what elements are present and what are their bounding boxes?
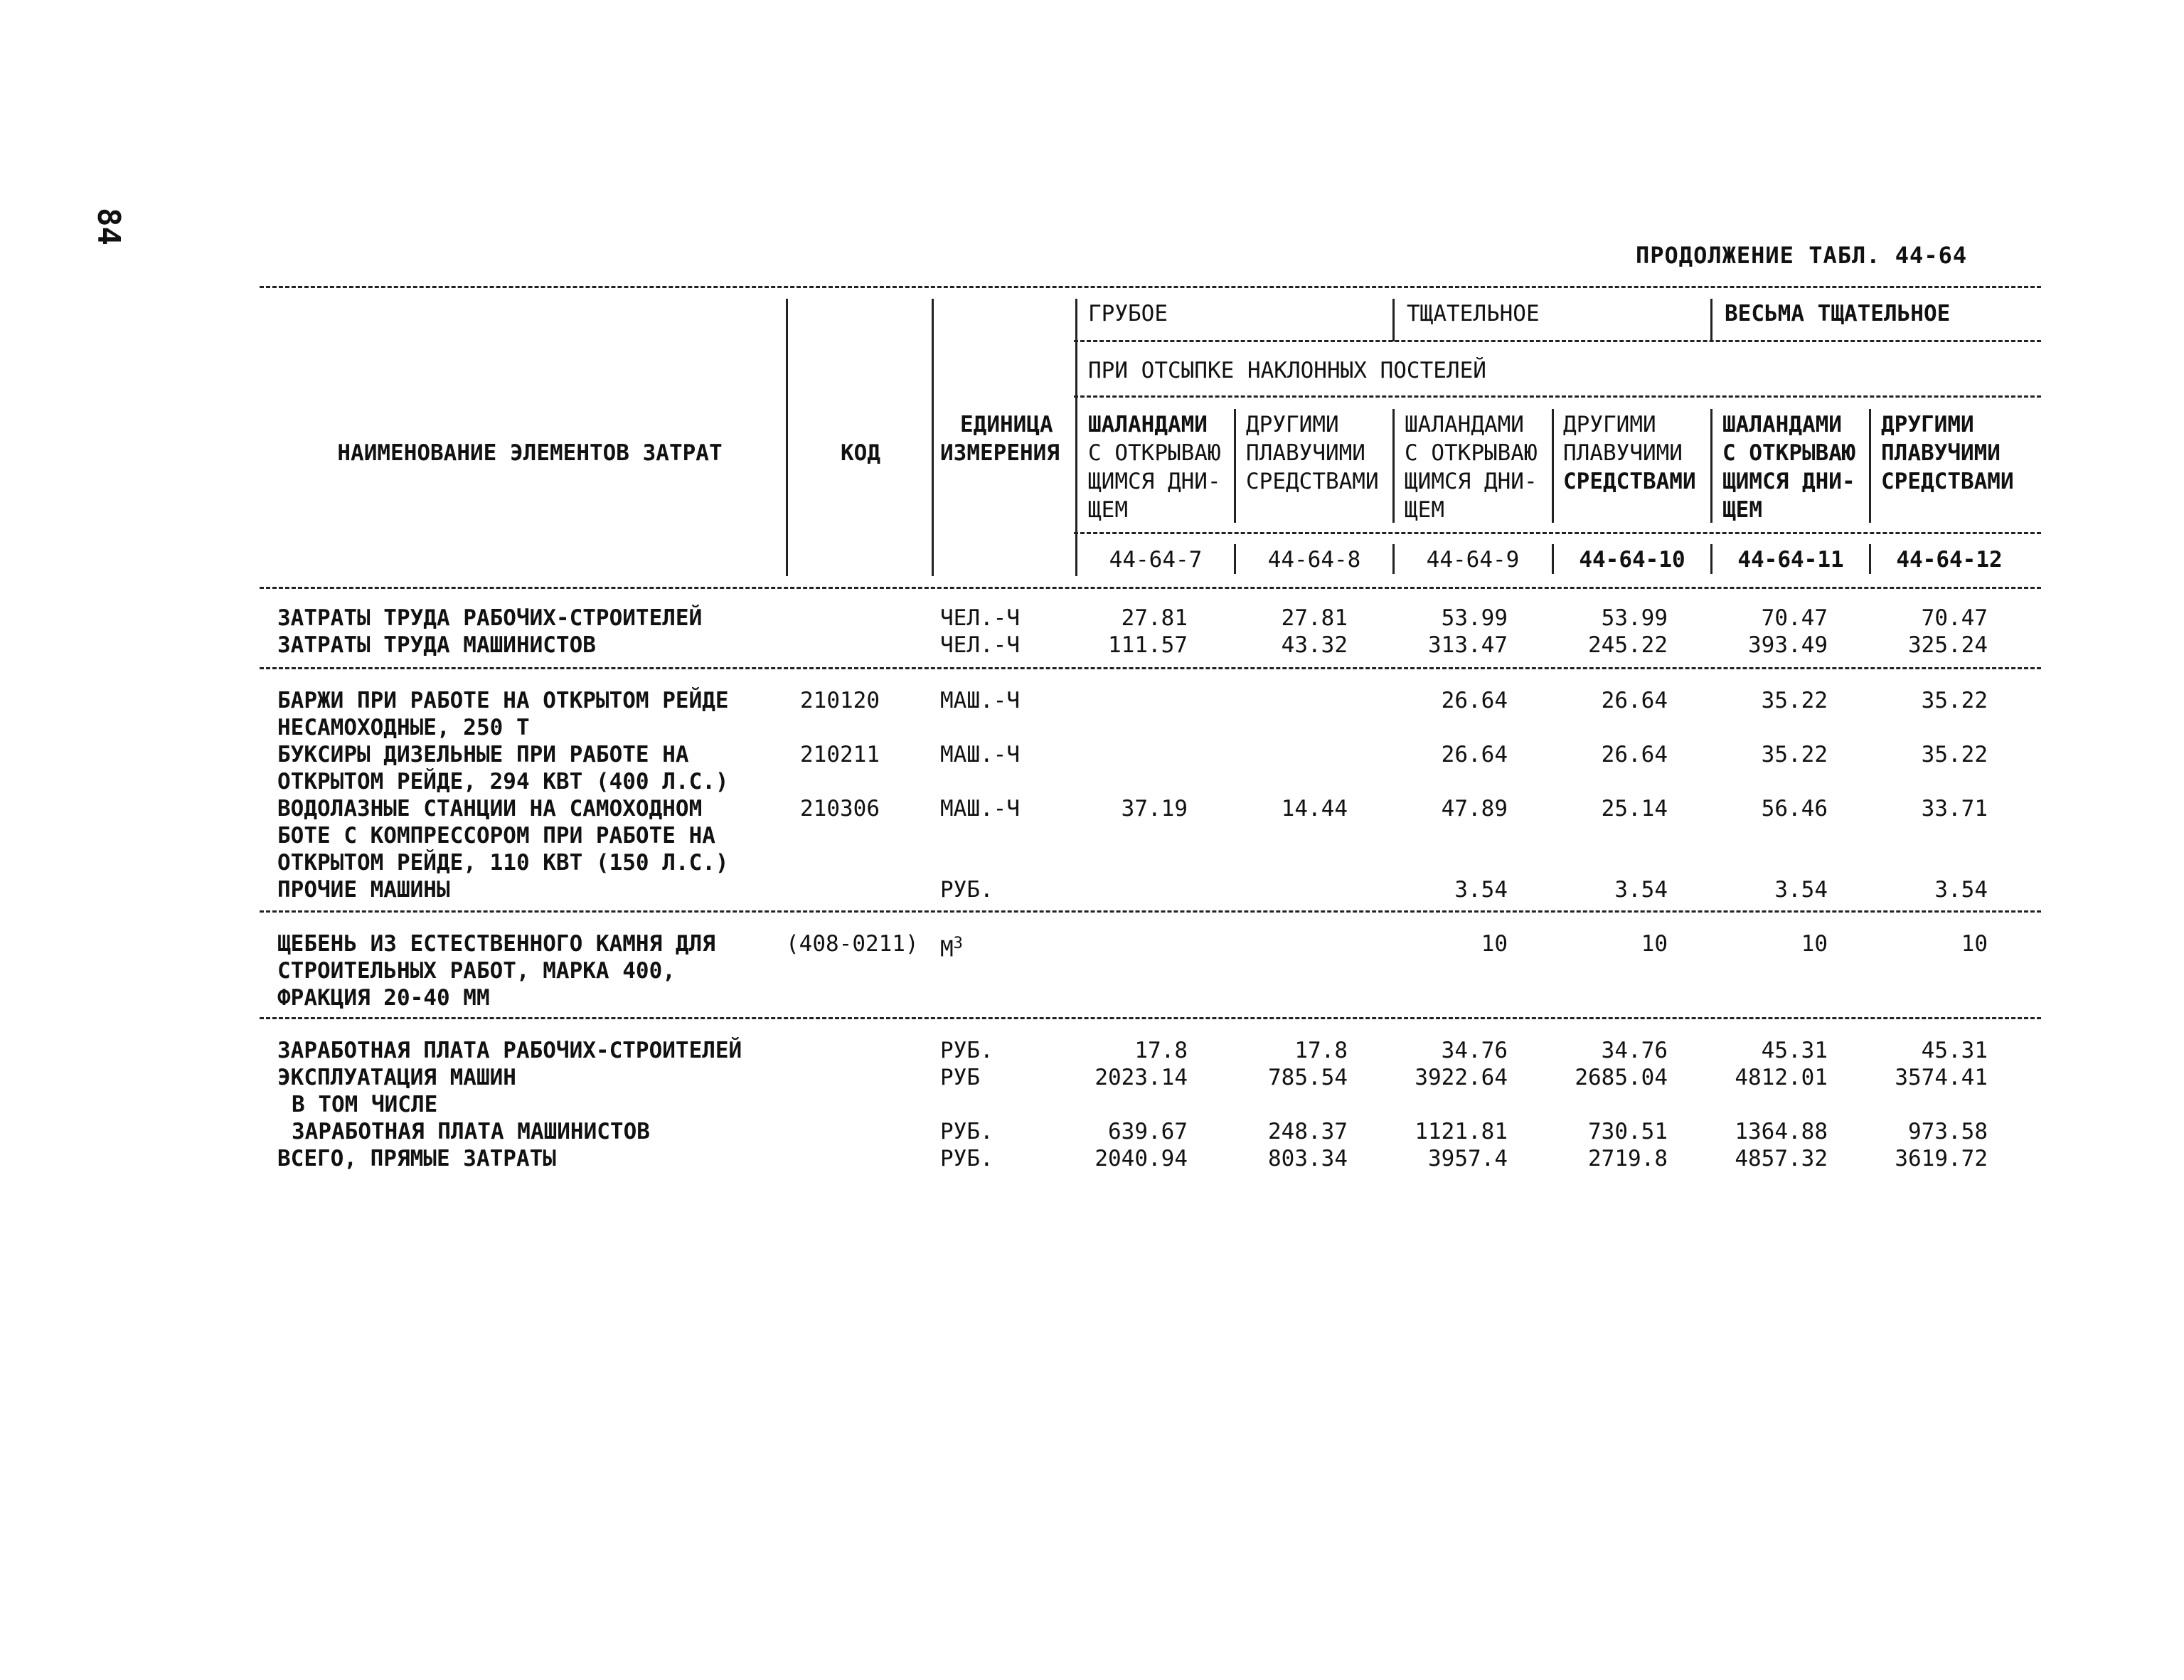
rule-sub-3 <box>1074 532 2041 534</box>
row-name-line: ВСЕГО, ПРЯМЫЕ ЗАТРАТЫ <box>277 1146 556 1171</box>
row-name-line: ФРАКЦИЯ 20-40 ММ <box>277 985 490 1011</box>
m6-l2: ПЛАВУЧИМИ <box>1881 440 2001 466</box>
subheader: ПРИ ОТСЫПКЕ НАКЛОННЫХ ПОСТЕЛЕЙ <box>1088 358 1486 383</box>
page-number: 84 <box>90 208 127 245</box>
m1-l1: ШАЛАНДАМИ <box>1088 412 1208 437</box>
row-unit: МАШ.-Ч <box>940 688 1020 713</box>
row-value: 45.31 <box>1761 1038 1828 1063</box>
code-col-6: 44-64-12 <box>1896 547 2003 573</box>
row-value: 2023.14 <box>1094 1065 1188 1090</box>
row-value: 4812.01 <box>1735 1065 1828 1090</box>
row-value: 248.37 <box>1268 1119 1348 1144</box>
row-value: 35.22 <box>1761 688 1828 713</box>
rule-sep-2 <box>260 910 2041 913</box>
m6-l1: ДРУГИМИ <box>1881 412 1974 437</box>
row-value: 785.54 <box>1268 1065 1348 1090</box>
row-unit-superscript: 3 <box>953 935 963 952</box>
row-name-line: ВОДОЛАЗНЫЕ СТАНЦИИ НА САМОХОДНОМ <box>277 796 703 822</box>
row-name-line: В ТОМ ЧИСЛЕ <box>292 1092 438 1117</box>
m1-l4: ЩЕМ <box>1088 497 1128 523</box>
row-value: 35.22 <box>1921 742 1988 767</box>
group-very-careful: ВЕСЬМА ТЩАТЕЛЬНОЕ <box>1725 301 1951 326</box>
vline-name <box>786 299 788 576</box>
row-value: 35.22 <box>1761 742 1828 767</box>
rule-sub-1 <box>1074 340 2041 342</box>
row-name-line: БУКСИРЫ ДИЗЕЛЬНЫЕ ПРИ РАБОТЕ НА <box>277 742 689 767</box>
m2-l1: ДРУГИМИ <box>1246 412 1339 437</box>
row-name-line: ЗАРАБОТНАЯ ПЛАТА МАШИНИСТОВ <box>292 1119 650 1144</box>
m5-l4: ЩЕМ <box>1722 497 1762 523</box>
row-value: 27.81 <box>1121 605 1188 631</box>
row-name-line: БОТЕ С КОМПРЕССОРОМ ПРИ РАБОТЕ НА <box>277 823 715 849</box>
row-value: 14.44 <box>1281 796 1348 822</box>
row-unit: $М^3$ <box>940 935 963 962</box>
row-value: 3922.64 <box>1415 1065 1508 1090</box>
m3-l1: ШАЛАНДАМИ <box>1405 412 1524 437</box>
row-value: 34.76 <box>1441 1038 1508 1063</box>
header-unit-1: ЕДИНИЦА <box>960 412 1053 437</box>
row-value: 70.47 <box>1921 605 1988 631</box>
header-name: НАИМЕНОВАНИЕ ЭЛЕМЕНТОВ ЗАТРАТ <box>337 440 723 466</box>
m5-l1: ШАЛАНДАМИ <box>1722 412 1842 437</box>
m4-l2: ПЛАВУЧИМИ <box>1563 440 1683 466</box>
m3-l3: ЩИМСЯ ДНИ- <box>1405 469 1538 494</box>
row-value: 53.99 <box>1601 605 1668 631</box>
row-name-line: ЗАРАБОТНАЯ ПЛАТА РАБОЧИХ-СТРОИТЕЛЕЙ <box>277 1038 742 1063</box>
row-value: 313.47 <box>1428 632 1508 658</box>
m3-l4: ЩЕМ <box>1405 497 1444 523</box>
row-name-line: ПРОЧИЕ МАШИНЫ <box>277 877 450 903</box>
row-value: 3.54 <box>1774 877 1828 903</box>
code-col-5: 44-64-11 <box>1737 547 1844 573</box>
vline-k2 <box>1234 544 1236 574</box>
row-value: 111.57 <box>1108 632 1188 658</box>
row-value: 70.47 <box>1761 605 1828 631</box>
row-unit: ЧЕЛ.-Ч <box>940 632 1020 658</box>
row-code: 210306 <box>800 796 880 822</box>
row-name-line: ЗАТРАТЫ ТРУДА РАБОЧИХ-СТРОИТЕЛЕЙ <box>277 605 703 631</box>
row-value: 17.8 <box>1294 1038 1348 1063</box>
row-value: 3619.72 <box>1895 1146 1988 1171</box>
code-col-2: 44-64-8 <box>1267 547 1361 573</box>
row-value: 45.31 <box>1921 1038 1988 1063</box>
row-name-line: ЩЕБЕНЬ ИЗ ЕСТЕСТВЕННОГО КАМНЯ ДЛЯ <box>277 931 715 957</box>
row-value: 47.89 <box>1441 796 1508 822</box>
group-careful: ТЩАТЕЛЬНОЕ <box>1407 301 1540 326</box>
vline-c4 <box>1552 409 1554 523</box>
row-code: (408-0211) <box>786 931 919 957</box>
row-value: 10 <box>1641 931 1668 957</box>
row-value: 25.14 <box>1601 796 1668 822</box>
row-unit: РУБ. <box>940 1038 994 1063</box>
row-unit: МАШ.-Ч <box>940 742 1020 767</box>
vline-c3 <box>1392 409 1395 523</box>
row-code: 210211 <box>800 742 880 767</box>
m6-l3: СРЕДСТВАМИ <box>1881 469 2014 494</box>
row-value: 3.54 <box>1454 877 1508 903</box>
row-value: 26.64 <box>1441 688 1508 713</box>
row-value: 3.54 <box>1614 877 1668 903</box>
row-unit: РУБ. <box>940 1119 994 1144</box>
row-value: 2719.8 <box>1588 1146 1668 1171</box>
row-value: 53.99 <box>1441 605 1508 631</box>
row-value: 3574.41 <box>1895 1065 1988 1090</box>
row-name-line: ЭКСПЛУАТАЦИЯ МАШИН <box>277 1065 516 1090</box>
m1-l3: ЩИМСЯ ДНИ- <box>1088 469 1221 494</box>
table-caption: ПРОДОЛЖЕНИЕ ТАБЛ. 44-64 <box>1636 242 1968 269</box>
row-value: 26.64 <box>1601 688 1668 713</box>
row-unit: РУБ. <box>940 877 994 903</box>
m4-l3: СРЕДСТВАМИ <box>1563 469 1696 494</box>
rule-top <box>260 286 2041 288</box>
row-value: 393.49 <box>1748 632 1828 658</box>
row-value: 245.22 <box>1588 632 1668 658</box>
row-value: 1121.81 <box>1415 1119 1508 1144</box>
code-col-3: 44-64-9 <box>1426 547 1520 573</box>
group-coarse: ГРУБОЕ <box>1088 301 1168 326</box>
row-value: 730.51 <box>1588 1119 1668 1144</box>
vline-g2 <box>1392 299 1395 341</box>
row-value: 27.81 <box>1281 605 1348 631</box>
row-value: 10 <box>1961 931 1988 957</box>
vline-k5 <box>1710 544 1712 574</box>
row-value: 35.22 <box>1921 688 1988 713</box>
m2-l2: ПЛАВУЧИМИ <box>1246 440 1365 466</box>
row-name-line: ЗАТРАТЫ ТРУДА МАШИНИСТОВ <box>277 632 596 658</box>
m4-l1: ДРУГИМИ <box>1563 412 1656 437</box>
header-code: КОД <box>841 440 880 466</box>
vline-c2 <box>1234 409 1236 523</box>
row-value: 325.24 <box>1908 632 1988 658</box>
vline-g3 <box>1710 299 1712 341</box>
header-unit-2: ИЗМЕРЕНИЯ <box>940 440 1060 466</box>
vline-k6 <box>1869 544 1871 574</box>
rule-sep-3 <box>260 1017 2041 1019</box>
row-value: 3.54 <box>1934 877 1988 903</box>
row-unit: МАШ.-Ч <box>940 796 1020 822</box>
rule-sub-2 <box>1074 395 2041 398</box>
code-col-1: 44-64-7 <box>1109 547 1203 573</box>
m2-l3: СРЕДСТВАМИ <box>1246 469 1379 494</box>
vline-code <box>932 299 934 576</box>
row-value: 2685.04 <box>1575 1065 1668 1090</box>
rule-header-bottom <box>260 587 2041 589</box>
m5-l3: ЩИМСЯ ДНИ- <box>1722 469 1855 494</box>
vline-k3 <box>1392 544 1395 574</box>
row-name-line: ОТКРЫТОМ РЕЙДЕ, 110 КВТ (150 Л.С.) <box>277 850 729 876</box>
row-value: 26.64 <box>1441 742 1508 767</box>
row-name-line: НЕСАМОХОДНЫЕ, 250 Т <box>277 715 530 740</box>
row-name-line: БАРЖИ ПРИ РАБОТЕ НА ОТКРЫТОМ РЕЙДЕ <box>277 688 729 713</box>
row-unit: РУБ <box>940 1065 980 1090</box>
row-value: 10 <box>1481 931 1508 957</box>
row-value: 803.34 <box>1268 1146 1348 1171</box>
row-value: 3957.4 <box>1428 1146 1508 1171</box>
row-value: 56.46 <box>1761 796 1828 822</box>
row-value: 10 <box>1801 931 1828 957</box>
row-name-line: ОТКРЫТОМ РЕЙДЕ, 294 КВТ (400 Л.С.) <box>277 769 729 794</box>
row-value: 43.32 <box>1281 632 1348 658</box>
row-value: 33.71 <box>1921 796 1988 822</box>
row-value: 2040.94 <box>1094 1146 1188 1171</box>
code-col-4: 44-64-10 <box>1579 547 1685 573</box>
m1-l2: С ОТКРЫВАЮ <box>1088 440 1221 466</box>
vline-k4 <box>1552 544 1554 574</box>
m3-l2: С ОТКРЫВАЮ <box>1405 440 1538 466</box>
vline-unit <box>1075 299 1077 576</box>
row-unit: ЧЕЛ.-Ч <box>940 605 1020 631</box>
row-unit: РУБ. <box>940 1146 994 1171</box>
row-value: 17.8 <box>1134 1038 1188 1063</box>
m5-l2: С ОТКРЫВАЮ <box>1722 440 1855 466</box>
rule-sep-1 <box>260 667 2041 669</box>
row-value: 973.58 <box>1908 1119 1988 1144</box>
row-value: 4857.32 <box>1735 1146 1828 1171</box>
vline-c5 <box>1710 409 1712 523</box>
row-value: 1364.88 <box>1735 1119 1828 1144</box>
row-value: 37.19 <box>1121 796 1188 822</box>
row-value: 34.76 <box>1601 1038 1668 1063</box>
row-code: 210120 <box>800 688 880 713</box>
row-name-line: СТРОИТЕЛЬНЫХ РАБОТ, МАРКА 400, <box>277 958 676 984</box>
row-value: 639.67 <box>1108 1119 1188 1144</box>
row-value: 26.64 <box>1601 742 1668 767</box>
vline-c6 <box>1869 409 1871 523</box>
